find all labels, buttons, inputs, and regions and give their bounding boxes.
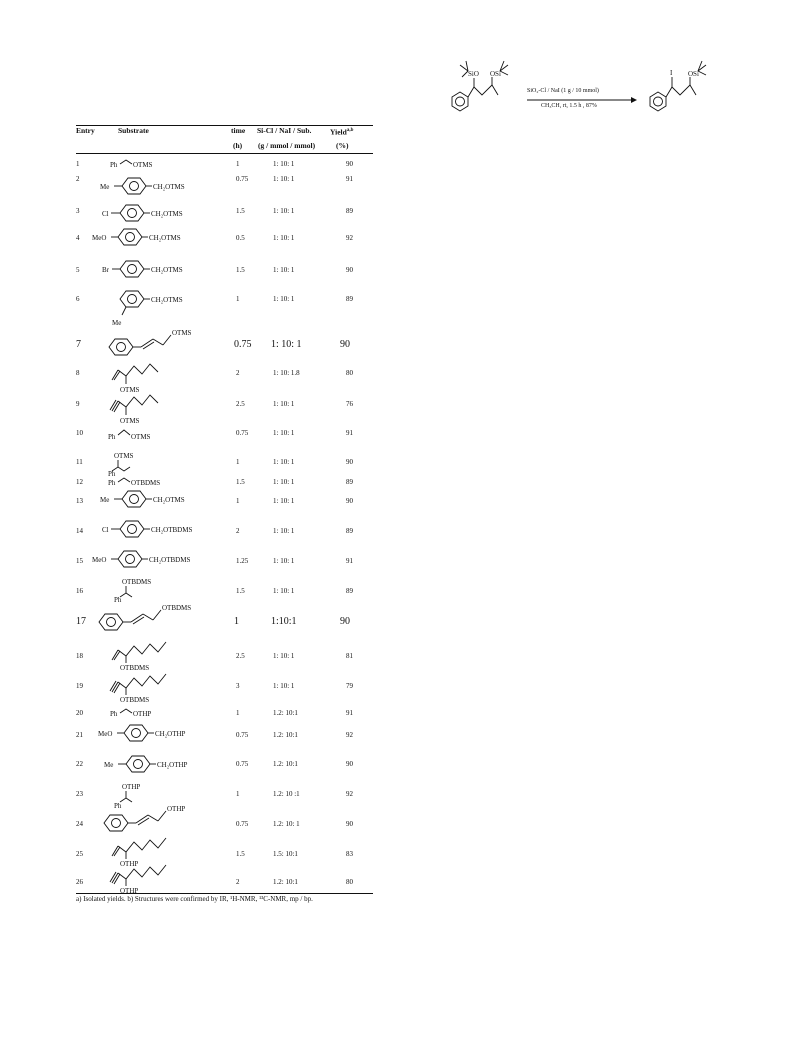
cell-yield: 90	[340, 339, 350, 350]
cell-yield: 90	[346, 458, 353, 466]
cell-time: 1.5	[236, 587, 245, 595]
table-bottom-rule	[76, 893, 373, 894]
cell-entry: 9	[76, 400, 80, 408]
s23-ph: Ph	[114, 802, 122, 810]
s22-me: Me	[104, 761, 114, 769]
header-ratio: Si-Cl / NaI / Sub.	[257, 126, 312, 135]
cell-ratio: 1.2: 10:1	[273, 878, 298, 886]
cell-yield: 89	[346, 478, 353, 486]
cell-time: 2.5	[236, 400, 245, 408]
cell-ratio: 1: 10: 1	[273, 400, 295, 408]
cell-yield: 89	[346, 527, 353, 535]
cell-time: 0.75	[236, 429, 249, 437]
cell-yield: 90	[346, 160, 353, 168]
s9-grp: OTMS	[120, 417, 140, 425]
cell-ratio: 1.2: 10:1	[273, 709, 298, 717]
s3-grp: CH₂OTMS	[151, 210, 183, 218]
substrate-1	[110, 156, 180, 172]
cell-time: 0.75	[236, 731, 249, 739]
cell-yield: 92	[346, 731, 353, 739]
header-yield: Yield$^{a,b}$	[330, 127, 354, 137]
s26-grp: OTHP	[120, 887, 139, 895]
cell-entry: 14	[76, 527, 83, 535]
substrate-2	[100, 174, 210, 198]
cell-yield: 90	[346, 497, 353, 505]
s1-grp: OTMS	[133, 161, 153, 169]
s12-ph: Ph	[108, 479, 116, 487]
cell-entry: 24	[76, 820, 83, 828]
cell-time: 3	[236, 682, 240, 690]
substrate-20	[110, 705, 180, 721]
substrate-9	[108, 391, 208, 425]
cell-yield: 91	[346, 429, 353, 437]
cell-ratio: 1: 10: 1	[273, 682, 295, 690]
cell-time: 2	[236, 369, 240, 377]
cell-ratio: 1: 10: 1	[273, 478, 295, 486]
cell-yield: 76	[346, 400, 353, 408]
cell-yield: 92	[346, 790, 353, 798]
cell-entry: 25	[76, 850, 83, 858]
cell-yield: 90	[346, 820, 353, 828]
s13-me: Me	[100, 496, 110, 504]
header-time-unit: (h)	[233, 141, 243, 150]
cell-entry: 16	[76, 587, 83, 595]
reactant-label-1: SiO	[468, 70, 479, 78]
s14-cl: Cl	[102, 526, 109, 534]
table-footnote: a) Isolated yields. b) Structures were confirmed by IR, ¹H-NMR, ¹³C-NMR, mp / bp.	[76, 895, 313, 903]
header-time: time	[231, 126, 246, 135]
header-ratio-unit: (g / mmol / mmol)	[258, 141, 316, 150]
cell-yield: 89	[346, 295, 353, 303]
cell-entry: 15	[76, 557, 83, 565]
cell-yield: 89	[346, 207, 353, 215]
cell-ratio: 1: 10: 1	[273, 207, 295, 215]
cell-entry: 11	[76, 458, 83, 466]
cell-time: 2.5	[236, 652, 245, 660]
cell-yield: 90	[340, 616, 350, 627]
s3-cl: Cl	[102, 210, 109, 218]
cell-entry: 19	[76, 682, 83, 690]
cell-time: 2	[236, 878, 240, 886]
s5-grp: CH₂OTMS	[151, 266, 183, 274]
s8-grp: OTMS	[120, 386, 140, 394]
cell-entry: 23	[76, 790, 83, 798]
s20-grp: OTHP	[133, 710, 152, 718]
cell-entry: 12	[76, 478, 83, 486]
s11-grp: OTMS	[114, 452, 134, 460]
s12-ph-top: Ph	[108, 470, 116, 478]
substrate-8	[108, 360, 208, 394]
s17-grp: OTBDMS	[162, 604, 192, 612]
s21-grp: CH₂OTHP	[155, 730, 186, 738]
cell-ratio: 1: 10: 1	[273, 458, 295, 466]
cell-ratio: 1: 10: 1	[273, 175, 295, 183]
product-structure	[640, 55, 730, 115]
s15-grp: CH₂OTBDMS	[149, 556, 191, 564]
reactant-label-2: OSi	[490, 70, 501, 78]
s16-grp: OTBDMS	[122, 578, 152, 586]
s15-meo: MeO	[92, 556, 107, 564]
cell-entry: 26	[76, 878, 83, 886]
substrate-10	[108, 425, 178, 443]
cell-entry: 17	[76, 616, 86, 627]
s18-grp: OTBDMS	[120, 664, 150, 672]
cell-time: 0.75	[236, 820, 249, 828]
header-entry: Entry	[76, 126, 95, 135]
cell-entry: 22	[76, 760, 83, 768]
cell-ratio: 1: 10: 1	[271, 339, 302, 350]
conditions-top: SiO₂-Cl / NaI (1 g / 10 mmol)	[527, 88, 599, 94]
cell-time: 1	[236, 458, 240, 466]
cell-entry: 2	[76, 175, 80, 183]
cell-yield: 90	[346, 266, 353, 274]
cell-ratio: 1: 10: 1	[273, 527, 295, 535]
cell-time: 1.25	[236, 557, 249, 565]
substrate-13	[100, 487, 210, 511]
cell-yield: 80	[346, 369, 353, 377]
product-label-2: OSi	[688, 70, 699, 78]
cell-entry: 4	[76, 234, 80, 242]
cell-yield: 91	[346, 557, 353, 565]
s5-br: Br	[102, 266, 109, 274]
cell-ratio: 1: 10: 1	[273, 587, 295, 595]
cell-time: 1	[236, 790, 240, 798]
cell-time: 0.75	[234, 339, 252, 350]
cell-ratio: 1: 10: 1	[273, 295, 295, 303]
cell-ratio: 1: 10: 1	[273, 266, 295, 274]
cell-time: 1	[236, 160, 240, 168]
cell-entry: 13	[76, 497, 83, 505]
s24-grp: OTHP	[167, 805, 186, 813]
s13-grp: CH₂OTMS	[153, 496, 185, 504]
cell-time: 1.5	[236, 478, 245, 486]
cell-ratio: 1:10:1	[271, 616, 297, 627]
substrate-26	[108, 861, 208, 895]
cell-ratio: 1: 10: 1	[273, 234, 295, 242]
substrate-15	[92, 547, 222, 571]
cell-entry: 3	[76, 207, 80, 215]
product-label-1: I	[670, 69, 673, 77]
cell-yield: 90	[346, 760, 353, 768]
s22-grp: CH₂OTHP	[157, 761, 188, 769]
cell-ratio: 1: 10: 1	[273, 429, 295, 437]
cell-entry: 5	[76, 266, 80, 274]
cell-ratio: 1.2: 10: 1	[273, 820, 300, 828]
cell-time: 1	[236, 709, 240, 717]
cell-time: 1.5	[236, 850, 245, 858]
cell-ratio: 1: 10: 1	[273, 652, 295, 660]
substrate-22	[104, 752, 214, 776]
cell-time: 0.5	[236, 234, 245, 242]
header-yield-unit: (%)	[336, 141, 349, 150]
substrate-7	[105, 327, 225, 359]
s16-ph: Ph	[114, 596, 122, 604]
cell-ratio: 1.2: 10:1	[273, 760, 298, 768]
s6-me: Me	[112, 319, 122, 327]
header-substrate: Substrate	[118, 126, 149, 135]
cell-ratio: 1: 10: 1	[273, 557, 295, 565]
conditions-bottom: CH₃CH, rt, 1.5 h , 87%	[541, 103, 597, 109]
substrate-4	[92, 225, 212, 249]
s21-meo: MeO	[98, 730, 113, 738]
s6-grp: CH₂OTMS	[151, 296, 183, 304]
cell-entry: 6	[76, 295, 80, 303]
cell-ratio: 1: 10: 1	[273, 497, 295, 505]
s2-grp: CH₂OTMS	[153, 183, 185, 191]
s4-meo: MeO	[92, 234, 107, 242]
cell-entry: 20	[76, 709, 83, 717]
cell-yield: 92	[346, 234, 353, 242]
cell-yield: 83	[346, 850, 353, 858]
substrate-5	[100, 257, 210, 281]
table-header-rule	[76, 153, 373, 154]
cell-entry: 21	[76, 731, 83, 739]
cell-entry: 7	[76, 339, 81, 350]
cell-ratio: 1.2: 10 :1	[273, 790, 300, 798]
s1-ph: Ph	[110, 161, 118, 169]
substrate-14	[100, 517, 220, 541]
cell-yield: 81	[346, 652, 353, 660]
reactant-structure	[440, 55, 530, 115]
cell-ratio: 1.2: 10:1	[273, 731, 298, 739]
s23-grp: OTHP	[122, 783, 141, 791]
s4-grp: CH₂OTMS	[149, 234, 181, 242]
cell-entry: 1	[76, 160, 80, 168]
cell-yield: 79	[346, 682, 353, 690]
substrate-19	[108, 670, 208, 704]
cell-ratio: 1.5: 10:1	[273, 850, 298, 858]
substrate-6	[100, 287, 210, 331]
s20-ph: Ph	[110, 710, 118, 718]
cell-time: 0.75	[236, 175, 249, 183]
s10-ph: Ph	[108, 433, 116, 441]
cell-ratio: 1: 10: 1	[273, 160, 295, 168]
cell-yield: 91	[346, 175, 353, 183]
s19-grp: OTBDMS	[120, 696, 150, 704]
s7-grp: OTMS	[172, 329, 192, 337]
cell-ratio: 1: 10: 1.8	[273, 369, 300, 377]
cell-yield: 91	[346, 709, 353, 717]
cell-time: 1	[234, 616, 239, 627]
cell-time: 1	[236, 497, 240, 505]
cell-time: 1	[236, 295, 240, 303]
cell-time: 1.5	[236, 207, 245, 215]
cell-time: 1.5	[236, 266, 245, 274]
s10-grp: OTMS	[131, 433, 151, 441]
s2-me: Me	[100, 183, 110, 191]
cell-yield: 89	[346, 587, 353, 595]
cell-entry: 8	[76, 369, 80, 377]
s25-grp: OTHP	[120, 860, 139, 868]
s14-grp: CH₂OTBDMS	[151, 526, 193, 534]
cell-yield: 80	[346, 878, 353, 886]
cell-entry: 18	[76, 652, 83, 660]
substrate-21	[98, 721, 218, 745]
s12-grp: OTBDMS	[131, 479, 161, 487]
substrate-17	[95, 598, 225, 634]
cell-time: 0.75	[236, 760, 249, 768]
cell-time: 2	[236, 527, 240, 535]
substrate-18	[108, 638, 208, 672]
substrate-3	[100, 201, 210, 225]
substrate-24	[100, 801, 230, 835]
cell-entry: 10	[76, 429, 83, 437]
